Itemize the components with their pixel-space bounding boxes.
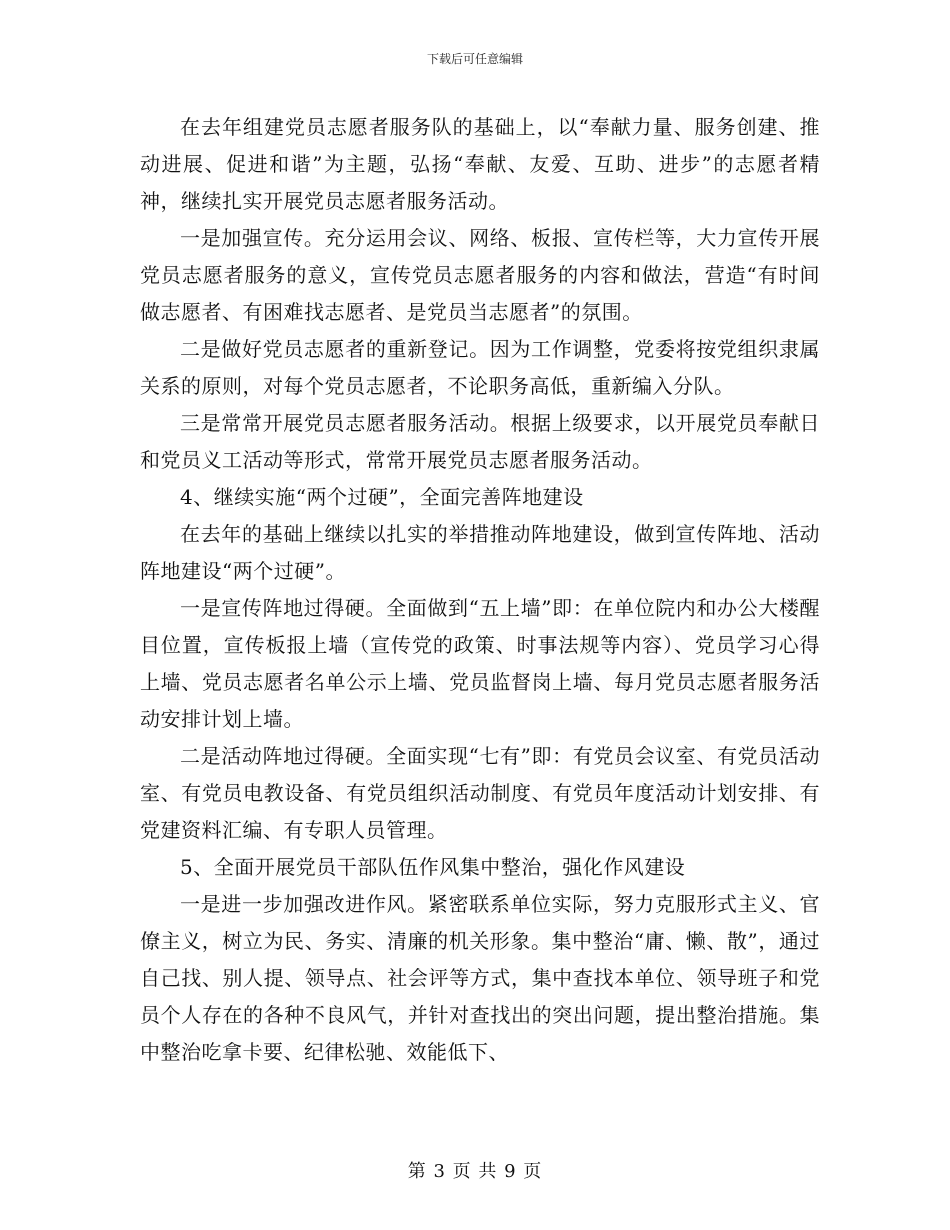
paragraph: 在去年组建党员志愿者服务队的基础上，以“奉献力量、服务创建、推动进展、促进和谐”为主题，弘扬“奉献、友爱、互助、进步”的志愿者精神，继续扎实开展党员志愿者服务活动。 (140, 115, 820, 213)
section-heading: 5、全面开展党员干部队伍作风集中整治，强化作风建设 (180, 855, 686, 879)
section-heading: 4、继续实施“两个过硬”，全面完善阵地建设 (180, 485, 584, 509)
document-body (140, 109, 820, 1071)
paragraph: 二是活动阵地过得硬。全面实现“七有”即：有党员会议室、有党员活动室、有党员电教设备、有党员组织活动制度、有党员年度活动计划安排、有党建资料汇编、有专职人员管理。 (140, 744, 820, 842)
paragraph: 在去年的基础上继续以扎实的举措推动阵地建设，做到宣传阵地、活动阵地建设“两个过硬”。 (140, 522, 820, 583)
paragraph: 一是加强宣传。充分运用会议、网络、板报、宣传栏等，大力宣传开展党员志愿者服务的意义，宣传党员志愿者服务的内容和做法，营造“有时间做志愿者、有困难找志愿者、是党员当志愿者”的氛围。 (140, 226, 820, 324)
paragraph: 一是宣传阵地过得硬。全面做到“五上墙”即：在单位院内和办公大楼醒目位置，宣传板报上墙（宣传党的政策、时事法规等内容）、党员学习心得上墙、党员志愿者名单公示上墙、党员监督岗上墙、每月党员志愿者服务活动安排计划上墙。 (140, 596, 820, 731)
paragraph: 一是进一步加强改进作风。紧密联系单位实际，努力克服形式主义、官僚主义，树立为民、务实、清廉的机关形象。集中整治“庸、懒、散”，通过自己找、别人提、领导点、社会评等方式，集中查找本单位、领导班子和党员个人存在的各种不良风气，并针对查找出的突出问题，提出整治措施。集中整治吃拿卡要、纪律松驰、效能低下、 (140, 892, 820, 1064)
page-number: 第 3 页 共 9 页 (407, 1161, 543, 1182)
paragraph: 三是常常开展党员志愿者服务活动。根据上级要求，以开展党员奉献日和党员义工活动等形式，常常开展党员志愿者服务活动。 (140, 411, 820, 472)
paragraph: 二是做好党员志愿者的重新登记。因为工作调整，党委将按党组织隶属关系的原则，对每个党员志愿者，不论职务高低，重新编入分队。 (140, 337, 820, 398)
page-header: 下载后可任意编辑 (426, 52, 523, 66)
